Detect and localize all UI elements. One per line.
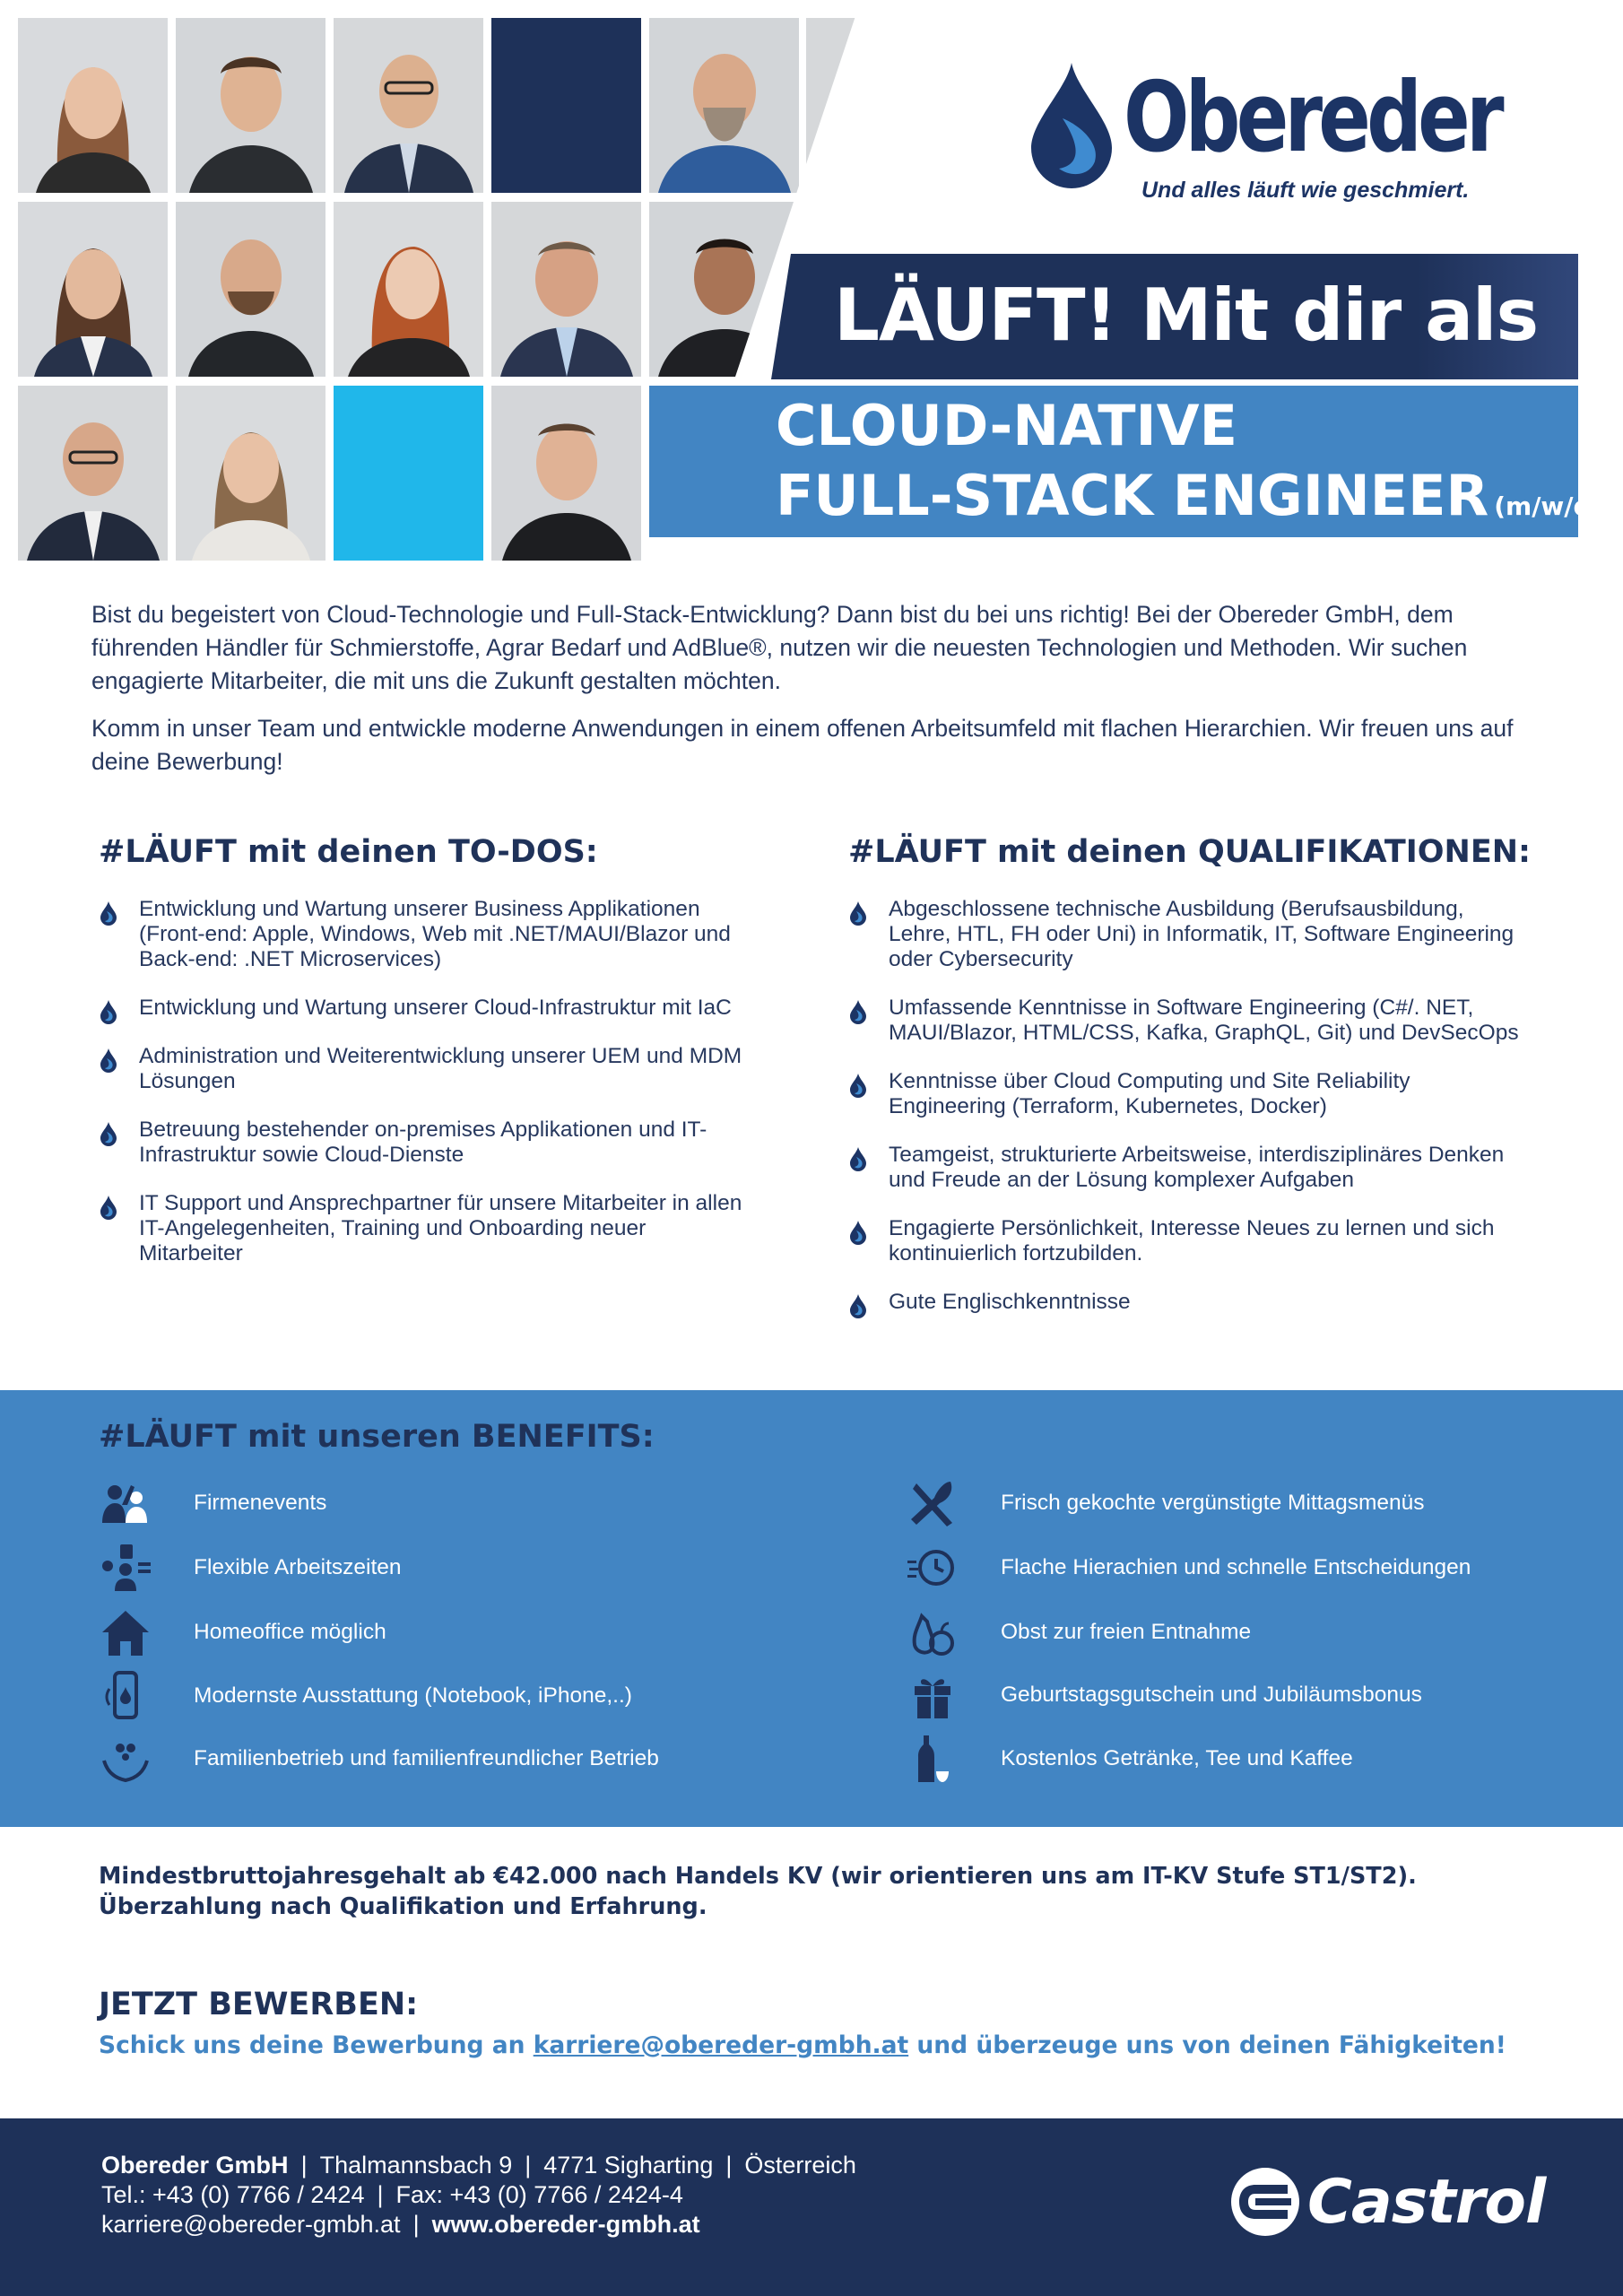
fruit-icon [906,1607,959,1657]
list-item: Entwicklung und Wartung unserer Business Applikationen (Front-end: Apple, Windows, Web mit .NET/MAUI/Blazor und Back-end: .NET Microservices) [99,897,744,972]
qualifications-list [848,897,1530,1315]
team-portrait [491,386,641,561]
footer-address-line: Obereder GmbH | Thalmannsbach 9 | 4771 Sigharting | Österreich [101,2152,856,2179]
footer-company: Obereder GmbH [101,2152,289,2179]
apply-email-link[interactable]: karriere@obereder-gmbh.at [533,2031,909,2059]
benefit-label: Kostenlos Getränke, Tee und Kaffee [1001,1746,1353,1770]
salary-line: Mindestbruttojahresgehalt ab €42.000 nach Handels KV (wir orientieren uns am IT-KV Stufe ST1/ST2). [99,1863,1417,1890]
flexible-hours-icon [99,1543,152,1593]
home-icon [99,1607,152,1657]
drop-bullet-icon [848,900,868,926]
logo-tagline: Und alles läuft wie geschmiert. [1141,178,1470,203]
apply-text: Schick uns deine Bewerbung an karriere@obereder-gmbh.at und überzeuge uns von deinen Fähigkeiten! [99,2031,1506,2059]
list-item: Betreuung bestehender on-premises Applikationen und IT-Infrastruktur sowie Cloud-Dienste [99,1118,744,1168]
team-portrait [18,18,168,193]
team-portrait [334,18,483,193]
cutlery-icon [906,1478,959,1528]
qualifications-title: #LÄUFT mit deinen QUALIFIKATIONEN: [848,834,1532,870]
team-portrait [176,386,325,561]
drop-bullet-icon [848,1073,868,1098]
drop-bullet-icon [848,999,868,1024]
navy-tile [491,18,641,193]
list-item: Abgeschlossene technische Ausbildung (Berufsausbildung, Lehre, HTL, FH oder Uni) in Informatik, IT, Software Engineering oder Cybersecurity [848,897,1530,972]
headline-line-1: LÄUFT! Mit dir als [834,274,1539,357]
benefit-label: Geburtstagsgutschein und Jubiläumsbonus [1001,1683,1422,1707]
intro-text [91,598,1562,778]
footer-website[interactable]: www.obereder-gmbh.at [431,2211,700,2238]
team-portrait [491,202,641,377]
list-item: Umfassende Kenntnisse in Software Engineering (C#/. NET, MAUI/Blazor, HTML/CSS, Kafka, GraphQL, Git) und DevSecOps [848,996,1530,1046]
team-portrait [176,202,325,377]
team-portrait [176,18,325,193]
team-portrait [18,202,168,377]
drop-bullet-icon [99,1195,118,1220]
todos-title: #LÄUFT mit deinen TO-DOS: [99,834,598,870]
drop-bullet-icon [99,1121,118,1146]
sky-blue-tile [334,386,483,561]
smartphone-icon [99,1671,152,1721]
job-title-line-1: CLOUD-NATIVE [776,393,1237,458]
benefit-label: Flexible Arbeitszeiten [194,1555,402,1579]
benefits-title: #LÄUFT mit unseren BENEFITS: [99,1419,655,1455]
gender-suffix: (m/w/d) [1494,491,1603,521]
footer-phone-line: Tel.: +43 (0) 7766 / 2424 | Fax: +43 (0) 7766 / 2424-4 [101,2181,683,2208]
salary-line: Überzahlung nach Qualifikation und Erfahrung. [99,1893,707,1920]
list-item: Engagierte Persönlichkeit, Interesse Neues zu lernen und sich kontinuierlich fortzubilden. [848,1216,1530,1266]
drop-bullet-icon [99,900,118,926]
castrol-wordmark: Castrol [1307,2167,1546,2238]
list-item: Administration und Weiterentwicklung unserer UEM und MDM Lösungen [99,1044,744,1094]
team-high-five-icon [99,1478,152,1528]
list-item: Kenntnisse über Cloud Computing und Site Reliability Engineering (Terraform, Kubernetes, Docker) [848,1069,1530,1119]
drop-bullet-icon [99,999,118,1024]
intro-paragraph: Komm in unser Team und entwickle moderne Anwendungen in einem offenen Arbeitsumfeld mit flachen Hierarchien. Wir freuen uns auf deine Bewerbung! [91,715,1514,775]
benefit-label: Modernste Ausstattung (Notebook, iPhone,..) [194,1683,632,1708]
todos-list [99,897,744,1266]
benefit-label: Familienbetrieb und familienfreundlicher Betrieb [194,1746,659,1770]
team-portrait [18,386,168,561]
fast-clock-icon [906,1543,959,1593]
footer-contact [101,2151,856,2239]
job-title [776,391,1602,542]
drop-bullet-icon [99,1048,118,1073]
castrol-mark-icon [1228,2165,1302,2239]
drop-bullet-icon [848,1220,868,1245]
list-item: Teamgeist, strukturierte Arbeitsweise, interdisziplinäres Denken und Freude an der Lösung komplexer Aufgaben [848,1143,1530,1193]
logo-wordmark: Obereder [1124,62,1500,174]
intro-paragraph: Bist du begeistert von Cloud-Technologie und Full-Stack-Entwicklung? Dann bist du bei uns richtig! Bei der Obereder GmbH, dem führenden Händler für Schmierstoffe, Agrar Bedarf und AdBlue®, nutzen wir die neuesten Technologien und Methoden. Wir suchen engagierte Mitarbeiter, die mit uns die Zukunft gestalten möchten. [91,601,1468,694]
gift-icon [906,1670,959,1720]
benefit-label: Firmenevents [194,1491,327,1515]
bottle-cup-icon [906,1734,959,1784]
drop-logo-icon [1027,63,1116,188]
castrol-logo [1228,2163,1546,2244]
benefit-label: Flache Hierachien und schnelle Entscheidungen [1001,1555,1471,1579]
salary-info [99,1861,1417,1922]
benefit-label: Homeoffice möglich [194,1620,386,1644]
job-title-line-2: FULL-STACK ENGINEER (m/w/d) [776,463,1603,528]
team-portrait [334,202,483,377]
footer-email[interactable]: karriere@obereder-gmbh.at [101,2211,401,2238]
team-portrait [649,18,799,193]
list-item: IT Support und Ansprechpartner für unsere Mitarbeiter in allen IT-Angelegenheiten, Training und Onboarding neuer Mitarbeiter [99,1191,744,1266]
list-item: Entwicklung und Wartung unserer Cloud-Infrastruktur mit IaC [99,996,744,1021]
list-item: Gute Englischkenntnisse [848,1290,1530,1315]
benefit-label: Frisch gekochte vergünstigte Mittagsmenüs [1001,1491,1425,1515]
benefit-label: Obst zur freien Entnahme [1001,1620,1252,1644]
apply-title: JETZT BEWERBEN: [99,1987,419,2022]
drop-bullet-icon [848,1293,868,1318]
footer-web-line: karriere@obereder-gmbh.at | www.obereder-gmbh.at [101,2211,700,2238]
family-hands-icon [99,1734,152,1784]
obereder-logo [1027,63,1529,206]
drop-bullet-icon [848,1146,868,1171]
